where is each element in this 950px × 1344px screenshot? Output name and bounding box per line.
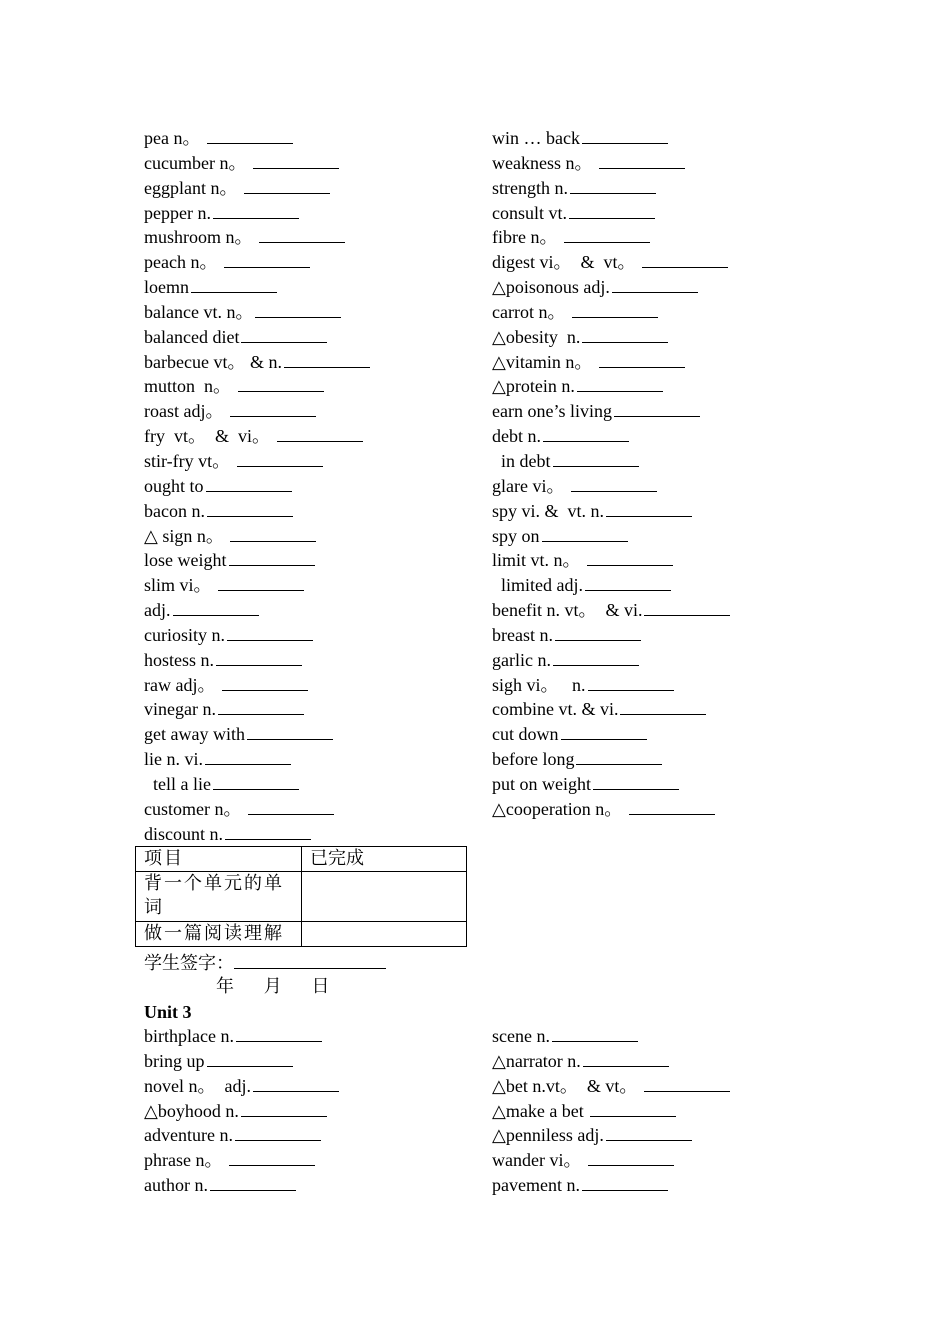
answer-blank[interactable]	[207, 126, 293, 144]
answer-blank[interactable]	[213, 201, 299, 219]
vocab-item	[144, 201, 370, 226]
vocab-item	[144, 697, 370, 722]
answer-blank[interactable]	[553, 449, 639, 467]
answer-blank[interactable]	[230, 399, 316, 417]
answer-blank[interactable]	[259, 225, 345, 243]
vocab-term: discount n.	[144, 823, 223, 844]
vocab-term: adventure n.	[144, 1125, 233, 1146]
vocab-term: glare vi。	[492, 475, 569, 496]
answer-blank[interactable]	[582, 126, 668, 144]
vocab-term: spy vi. & vt. n.	[492, 500, 605, 521]
table-cell-done-2[interactable]	[302, 922, 467, 947]
vocab-item	[492, 524, 730, 549]
vocab-item	[492, 275, 730, 300]
vocab-item	[492, 151, 730, 176]
answer-blank[interactable]	[576, 747, 662, 765]
vocab-term: △boyhood n.	[144, 1100, 239, 1121]
answer-blank[interactable]	[587, 548, 673, 566]
unit2-right-column	[492, 126, 730, 822]
table-row-memorize-words: 背一个单元的单词	[136, 872, 302, 922]
vocab-item	[144, 499, 370, 524]
answer-blank[interactable]	[572, 300, 658, 318]
vocab-item	[492, 250, 730, 275]
answer-blank[interactable]	[237, 449, 323, 467]
answer-blank[interactable]	[255, 300, 341, 318]
vocab-term: wander vi。	[492, 1150, 586, 1171]
answer-blank[interactable]	[230, 524, 316, 542]
vocab-item	[144, 573, 370, 598]
vocab-item	[492, 747, 730, 772]
vocab-item	[492, 722, 730, 747]
vocab-item	[144, 1074, 339, 1099]
vocab-term: mutton n。	[144, 376, 236, 397]
answer-blank[interactable]	[235, 1123, 321, 1141]
vocab-term: lie n. vi.	[144, 749, 203, 770]
answer-blank[interactable]	[229, 548, 315, 566]
vocab-item	[144, 176, 370, 201]
vocab-item	[492, 697, 730, 722]
answer-blank[interactable]	[588, 1148, 674, 1166]
answer-blank[interactable]	[571, 474, 657, 492]
answer-blank[interactable]	[542, 524, 628, 542]
vocab-term: before long	[492, 749, 575, 770]
answer-blank[interactable]	[599, 350, 685, 368]
vocab-term: pavement n.	[492, 1175, 580, 1196]
vocab-term: stir-fry vt。	[144, 450, 235, 471]
vocab-item	[492, 176, 730, 201]
vocab-term: eggplant n。	[144, 177, 242, 198]
vocab-term: △penniless adj.	[492, 1125, 604, 1146]
vocab-term: fibre n。	[492, 227, 562, 248]
vocab-term: △poisonous adj.	[492, 277, 610, 298]
answer-blank[interactable]	[606, 499, 692, 517]
answer-blank[interactable]	[593, 772, 679, 790]
vocab-term: △obesity n.	[492, 326, 581, 347]
vocab-item	[492, 499, 730, 524]
signature-label: 学生签字：	[144, 953, 234, 974]
vocab-term: strength n.	[492, 177, 568, 198]
vocab-item	[492, 648, 730, 673]
vocab-item	[492, 350, 730, 375]
unit2-left-column	[144, 126, 370, 846]
vocab-term: limited adj.	[501, 575, 583, 596]
vocab-item	[144, 822, 370, 847]
progress-table	[135, 846, 467, 947]
vocab-term: lose weight	[144, 550, 227, 571]
vocab-term: roast adj。	[144, 401, 228, 422]
vocab-item	[492, 399, 730, 424]
vocab-term: pepper n.	[144, 202, 211, 223]
answer-blank[interactable]	[582, 325, 668, 343]
vocab-term: phrase n。	[144, 1150, 227, 1171]
answer-blank[interactable]	[218, 697, 304, 715]
vocab-term: in debt	[501, 450, 551, 471]
vocab-item	[144, 250, 370, 275]
vocab-term: novel n。 adj.	[144, 1075, 251, 1096]
unit3-right-column	[492, 1024, 730, 1198]
vocab-item	[492, 424, 730, 449]
unit3-left-column	[144, 1024, 339, 1198]
vocab-term: garlic n.	[492, 649, 551, 670]
table-header-item: 项目	[136, 847, 302, 872]
answer-blank[interactable]	[606, 1123, 692, 1141]
vocab-term: barbecue vt。 & n.	[144, 351, 282, 372]
vocab-term: tell a lie	[153, 773, 211, 794]
answer-blank[interactable]	[216, 648, 302, 666]
vocab-item	[144, 275, 370, 300]
answer-blank[interactable]	[577, 374, 663, 392]
answer-blank[interactable]	[218, 573, 304, 591]
answer-blank[interactable]	[552, 1024, 638, 1042]
answer-blank[interactable]	[213, 772, 299, 790]
vocab-term: earn one’s living	[492, 401, 612, 422]
answer-blank[interactable]	[629, 797, 715, 815]
answer-blank[interactable]	[642, 250, 728, 268]
vocab-term: slim vi。	[144, 575, 217, 596]
vocab-term: curiosity n.	[144, 624, 225, 645]
vocab-term: author n.	[144, 1175, 208, 1196]
vocab-term: △vitamin n。	[492, 351, 597, 372]
vocab-term: consult vt.	[492, 202, 567, 223]
vocab-term: scene n.	[492, 1026, 550, 1046]
vocab-item	[492, 772, 730, 797]
answer-blank[interactable]	[582, 1173, 668, 1191]
vocab-term: fry vt。 & vi。	[144, 426, 275, 447]
vocab-item	[144, 548, 370, 573]
answer-blank[interactable]	[225, 822, 311, 840]
vocab-term: △cooperation n。	[492, 798, 627, 819]
vocab-term: win … back	[492, 128, 580, 148]
vocab-item	[492, 1148, 730, 1173]
vocab-item	[492, 673, 730, 698]
vocab-item	[492, 225, 730, 250]
answer-blank[interactable]	[590, 1099, 676, 1117]
answer-blank[interactable]	[210, 1173, 296, 1191]
answer-blank[interactable]	[644, 1074, 730, 1092]
answer-blank[interactable]	[238, 374, 324, 392]
vocab-item	[492, 201, 730, 226]
answer-blank[interactable]	[583, 1049, 669, 1067]
vocab-item	[144, 350, 370, 375]
vocab-term: cut down	[492, 724, 559, 745]
vocab-term: raw adj。	[144, 674, 220, 695]
vocab-item	[492, 474, 730, 499]
vocab-term: pea n。	[144, 128, 205, 148]
answer-blank[interactable]	[612, 275, 698, 293]
vocab-item	[492, 374, 730, 399]
vocab-item	[144, 225, 370, 250]
answer-blank[interactable]	[253, 1074, 339, 1092]
vocab-item	[492, 1099, 730, 1124]
vocab-item	[492, 300, 730, 325]
vocab-term: bring up	[144, 1050, 205, 1071]
vocab-item	[492, 1024, 730, 1049]
vocab-term: cucumber n。	[144, 152, 251, 173]
vocab-term: △bet n.vt。 & vt。	[492, 1075, 642, 1096]
vocab-item	[492, 1173, 730, 1198]
vocab-item	[492, 573, 730, 598]
vocab-term: breast n.	[492, 624, 553, 645]
vocab-item	[492, 598, 730, 623]
vocab-item	[144, 772, 370, 797]
vocab-term: sigh vi。 n.	[492, 674, 586, 695]
signature-blank[interactable]	[234, 950, 386, 969]
vocab-term: balance vt. n。	[144, 301, 254, 322]
vocab-item	[492, 126, 730, 151]
vocab-item	[144, 474, 370, 499]
table-row-reading: 做一篇阅读理解	[136, 922, 302, 947]
answer-blank[interactable]	[555, 623, 641, 641]
vocab-term: bacon n.	[144, 500, 205, 521]
vocab-item	[144, 797, 370, 822]
vocab-item	[492, 797, 730, 822]
vocab-term: limit vt. n。	[492, 550, 586, 571]
vocab-item	[144, 1173, 339, 1198]
answer-blank[interactable]	[227, 623, 313, 641]
vocab-item	[144, 1049, 339, 1074]
vocab-term: birthplace n.	[144, 1026, 234, 1046]
vocab-term: mushroom n。	[144, 227, 258, 248]
answer-blank[interactable]	[207, 499, 293, 517]
vocab-item	[492, 1123, 730, 1148]
answer-blank[interactable]	[561, 722, 647, 740]
answer-blank[interactable]	[241, 325, 327, 343]
vocab-item	[144, 151, 370, 176]
vocab-item	[144, 126, 370, 151]
vocab-term: loemn	[144, 277, 189, 298]
answer-blank[interactable]	[241, 1099, 327, 1117]
vocab-item	[492, 1049, 730, 1074]
answer-blank[interactable]	[207, 1049, 293, 1067]
answer-blank[interactable]	[206, 474, 292, 492]
answer-blank[interactable]	[248, 797, 334, 815]
vocab-item	[144, 1024, 339, 1049]
vocab-term: put on weight	[492, 773, 591, 794]
vocab-item	[144, 524, 370, 549]
vocab-term: △narrator n.	[492, 1050, 581, 1071]
answer-blank[interactable]	[222, 673, 308, 691]
answer-blank[interactable]	[205, 747, 291, 765]
vocab-item	[144, 300, 370, 325]
vocab-item	[144, 1123, 339, 1148]
vocab-item	[144, 648, 370, 673]
vocab-term: adj.	[144, 600, 171, 621]
vocab-item	[144, 598, 370, 623]
vocab-item	[144, 424, 370, 449]
vocab-item	[492, 1074, 730, 1099]
vocab-term: △protein n.	[492, 376, 575, 397]
vocab-term: hostess n.	[144, 649, 215, 670]
answer-blank[interactable]	[229, 1148, 315, 1166]
vocab-term: ought to	[144, 475, 204, 496]
vocab-term: △ sign n。	[144, 525, 229, 546]
student-signature-line	[144, 950, 386, 976]
date-line: 年 月 日	[216, 976, 330, 997]
answer-blank[interactable]	[236, 1024, 322, 1042]
vocab-term: peach n。	[144, 252, 222, 273]
vocab-term: customer n。	[144, 798, 246, 819]
vocab-item	[144, 623, 370, 648]
answer-blank[interactable]	[620, 697, 706, 715]
vocab-term: vinegar n.	[144, 699, 216, 720]
vocab-item	[492, 623, 730, 648]
vocab-term: get away with	[144, 724, 245, 745]
vocab-item	[492, 548, 730, 573]
vocab-term: △make a bet	[492, 1100, 589, 1121]
vocab-term: spy on	[492, 525, 540, 546]
vocab-term: combine vt. & vi.	[492, 699, 619, 720]
answer-blank[interactable]	[564, 225, 650, 243]
answer-blank[interactable]	[247, 722, 333, 740]
vocab-term: benefit n. vt。 & vi.	[492, 600, 643, 621]
vocab-item	[144, 747, 370, 772]
vocab-item	[144, 1099, 339, 1124]
answer-blank[interactable]	[244, 176, 330, 194]
answer-blank[interactable]	[173, 598, 259, 616]
table-header-done: 已完成	[302, 847, 467, 872]
answer-blank[interactable]	[588, 673, 674, 691]
vocab-item	[144, 374, 370, 399]
table-cell-done-1[interactable]	[302, 872, 467, 922]
answer-blank[interactable]	[284, 350, 370, 368]
vocab-term: carrot n。	[492, 301, 570, 322]
vocab-item	[144, 673, 370, 698]
answer-blank[interactable]	[253, 151, 339, 169]
vocab-term: weakness n。	[492, 152, 597, 173]
vocab-term: debt n.	[492, 426, 541, 447]
answer-blank[interactable]	[569, 201, 655, 219]
vocab-term: balanced diet	[144, 326, 240, 347]
answer-blank[interactable]	[224, 250, 310, 268]
vocab-item	[144, 1148, 339, 1173]
vocab-item	[144, 722, 370, 747]
vocab-item	[492, 449, 730, 474]
vocab-item	[492, 325, 730, 350]
answer-blank[interactable]	[553, 648, 639, 666]
vocab-item	[144, 399, 370, 424]
vocab-term: digest vi。 & vt。	[492, 252, 640, 273]
unit3-heading: Unit 3	[144, 1002, 192, 1022]
vocab-item	[144, 325, 370, 350]
answer-blank[interactable]	[570, 176, 656, 194]
answer-blank[interactable]	[644, 598, 730, 616]
answer-blank[interactable]	[543, 424, 629, 442]
answer-blank[interactable]	[191, 275, 277, 293]
answer-blank[interactable]	[277, 424, 363, 442]
answer-blank[interactable]	[585, 573, 671, 591]
answer-blank[interactable]	[614, 399, 700, 417]
vocab-item	[144, 449, 370, 474]
answer-blank[interactable]	[599, 151, 685, 169]
